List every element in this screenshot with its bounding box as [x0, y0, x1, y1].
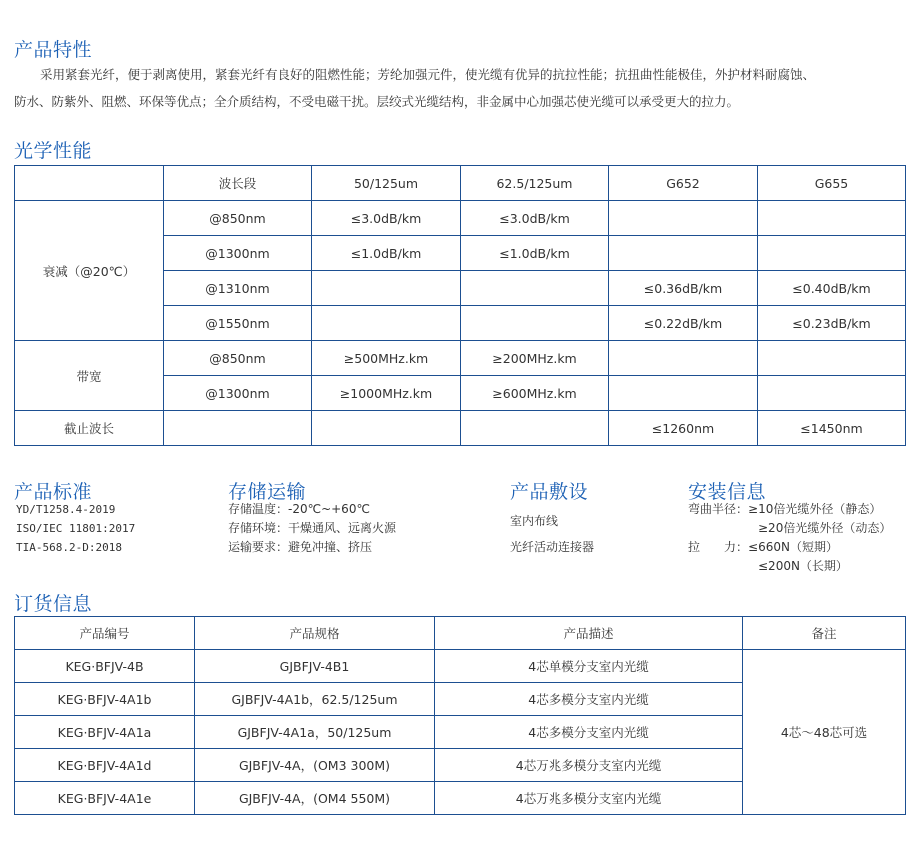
product-desc: 4芯万兆多模分支室内光缆: [435, 749, 743, 782]
value-cell: ≤3.0dB/km: [461, 201, 609, 236]
product-desc: 4芯多模分支室内光缆: [435, 683, 743, 716]
value-cell: [609, 236, 758, 271]
product-code: KEG·BFJV-4B: [15, 650, 195, 683]
product-desc: 4芯多模分支室内光缆: [435, 716, 743, 749]
value-cell: [312, 271, 461, 306]
value-cell: ≤1450nm: [758, 411, 906, 446]
value-cell: [609, 376, 758, 411]
list-item: TIA-568.2-D:2018: [16, 541, 122, 554]
header-cell-g655: G655: [758, 166, 906, 201]
bend-radius-label: 弯曲半径：: [688, 502, 749, 516]
features-paragraph: [14, 61, 912, 115]
value-cell: ≥1000MHz.km: [312, 376, 461, 411]
install-info: [688, 500, 891, 576]
value-cell: ≤0.36dB/km: [609, 271, 758, 306]
product-desc: 4芯万兆多模分支室内光缆: [435, 782, 743, 815]
value-cell: ≤3.0dB/km: [312, 201, 461, 236]
list-item: 室内布线: [510, 514, 559, 528]
list-item: YD/T1258.4-2019: [16, 503, 116, 516]
value-cell: [312, 306, 461, 341]
value-cell: [461, 306, 609, 341]
order-note: 4芯～48芯可选: [743, 650, 906, 815]
features-title: 产品特性: [14, 39, 93, 61]
bend-radius-static: ≥10倍光缆外径（静态）: [748, 502, 882, 516]
wavelength-cell: @850nm: [164, 201, 312, 236]
value-cell: [758, 341, 906, 376]
header-cell-wavelength: 波长段: [164, 166, 312, 201]
value-cell: [461, 271, 609, 306]
wavelength-cell: @1300nm: [164, 376, 312, 411]
value-cell: [758, 376, 906, 411]
product-code: KEG·BFJV-4A1d: [15, 749, 195, 782]
optical-title: 光学性能: [14, 140, 93, 162]
list-item: ISO/IEC 11801:2017: [16, 522, 136, 535]
order-table: [14, 616, 906, 815]
list-item: 存储温度：-20℃~+60℃: [228, 502, 370, 516]
bandwidth-label: 带宽: [15, 341, 164, 411]
product-code: KEG·BFJV-4A1e: [15, 782, 195, 815]
value-cell: [609, 201, 758, 236]
value-cell: [758, 201, 906, 236]
value-cell: ≤1.0dB/km: [312, 236, 461, 271]
value-cell: ≥200MHz.km: [461, 341, 609, 376]
standards-title: 产品标准: [14, 481, 93, 503]
features-line-1: 采用紧套光纤，便于剥离使用，紧套光纤有良好的阻燃性能；芳纶加强元件，使光缆有优异的抗拉性能；抗扭曲性能极佳，外护材料耐腐蚀、: [40, 67, 816, 82]
product-desc: 4芯单模分支室内光缆: [435, 650, 743, 683]
wavelength-cell: @1300nm: [164, 236, 312, 271]
table-row: [15, 650, 906, 683]
list-item: 运输要求：避免冲撞、挤压: [228, 540, 373, 554]
header-cell-code: 产品编号: [15, 617, 195, 650]
header-cell-note: 备注: [743, 617, 906, 650]
header-cell-desc: 产品描述: [435, 617, 743, 650]
install-title: 安装信息: [688, 481, 767, 503]
value-cell: ≥600MHz.km: [461, 376, 609, 411]
features-line-2: 防水、防紫外、阻燃、环保等优点；全介质结构，不受电磁干扰。层绞式光缆结构，非金属中心加强芯使光缆可以承受更大的拉力。: [14, 94, 740, 109]
wavelength-cell: @1550nm: [164, 306, 312, 341]
product-code: KEG·BFJV-4A1a: [15, 716, 195, 749]
product-spec: GJBFJV-4A，(OM3 300M): [195, 749, 435, 782]
header-cell-g652: G652: [609, 166, 758, 201]
value-cell: [758, 236, 906, 271]
header-cell-62-5-125: 62.5/125um: [461, 166, 609, 201]
attenuation-label: 衰减（@20℃）: [15, 201, 164, 341]
value-cell: [609, 341, 758, 376]
value-cell: ≤0.40dB/km: [758, 271, 906, 306]
bend-radius-dynamic: ≥20倍光缆外径（动态）: [758, 521, 892, 535]
tension-label: 拉 力：: [688, 540, 749, 554]
laying-title: 产品敷设: [510, 481, 589, 503]
storage-title: 存储运输: [228, 481, 307, 503]
header-cell-50-125: 50/125um: [312, 166, 461, 201]
table-row: [15, 201, 906, 236]
value-cell: ≤1.0dB/km: [461, 236, 609, 271]
value-cell: [312, 411, 461, 446]
value-cell: ≤0.22dB/km: [609, 306, 758, 341]
table-row: [15, 411, 906, 446]
standards-list: [16, 500, 135, 557]
header-cell-spec: 产品规格: [195, 617, 435, 650]
cutoff-label: 截止波长: [15, 411, 164, 446]
value-cell: ≥500MHz.km: [312, 341, 461, 376]
product-spec: GJBFJV-4A1b，62.5/125um: [195, 683, 435, 716]
table-row: [15, 341, 906, 376]
tension-long-term: ≤200N（长期）: [758, 559, 848, 573]
value-cell: ≤0.23dB/km: [758, 306, 906, 341]
order-title: 订货信息: [14, 593, 93, 615]
list-item: 光纤活动连接器: [510, 540, 595, 554]
wavelength-cell: @1310nm: [164, 271, 312, 306]
product-spec: GJBFJV-4A，(OM4 550M): [195, 782, 435, 815]
laying-list: [510, 508, 594, 560]
optical-performance-table: [14, 165, 906, 446]
wavelength-cell: @850nm: [164, 341, 312, 376]
product-spec: GJBFJV-4A1a，50/125um: [195, 716, 435, 749]
optical-header-row: [15, 166, 906, 201]
tension-short-term: ≤660N（短期）: [748, 540, 838, 554]
value-cell: ≤1260nm: [609, 411, 758, 446]
list-item: 存储环境：干燥通风、远离火源: [228, 521, 397, 535]
value-cell: [461, 411, 609, 446]
product-code: KEG·BFJV-4A1b: [15, 683, 195, 716]
order-header-row: [15, 617, 906, 650]
product-spec: GJBFJV-4B1: [195, 650, 435, 683]
storage-list: [228, 500, 396, 557]
value-cell: [164, 411, 312, 446]
header-cell-empty: [15, 166, 164, 201]
